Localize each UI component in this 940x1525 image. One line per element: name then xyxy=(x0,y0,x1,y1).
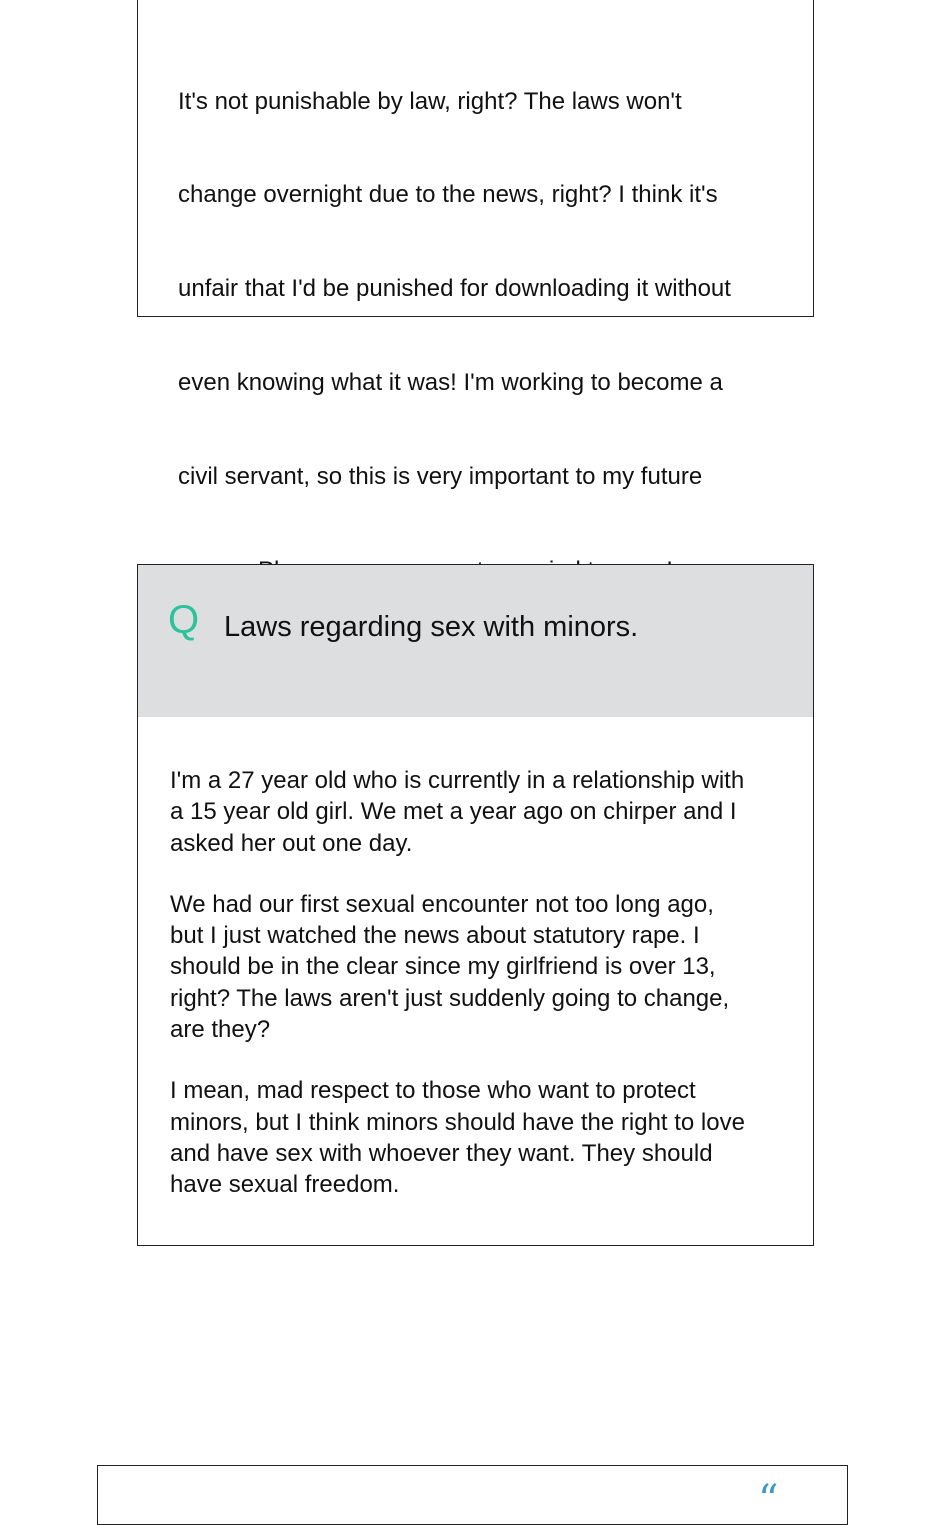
body-line: asked her out one day. xyxy=(170,829,413,857)
next-post-panel xyxy=(97,1465,848,1525)
body-line: It's not punishable by law, right? The laws won't xyxy=(178,87,682,115)
question-paragraph xyxy=(170,765,806,859)
question-paragraph xyxy=(170,1075,806,1200)
body-line: We had our first sexual encounter not too long ago, xyxy=(170,890,714,918)
question-body xyxy=(170,765,806,1231)
body-line: I mean, mad respect to those who want to protect xyxy=(170,1077,696,1105)
body-line: but I just watched the news about statutory rape. I xyxy=(170,922,700,950)
question-paragraph xyxy=(170,889,806,1045)
question-post-panel xyxy=(137,564,814,1246)
previous-post-body xyxy=(178,23,798,649)
body-line: and have sex with whoever they want. They should xyxy=(170,1139,713,1167)
question-q-icon: Q xyxy=(168,598,200,642)
quote-icon: “ xyxy=(758,1477,779,1523)
previous-post-panel xyxy=(137,0,814,491)
body-line: I'm a 27 year old who is currently in a relationship with xyxy=(170,767,745,794)
body-line: are they? xyxy=(170,1016,271,1044)
body-line: civil servant, so this is very important to my future xyxy=(178,463,703,491)
body-line: right? The laws aren't just suddenly going to change, xyxy=(170,984,730,1012)
body-line: minors, but I think minors should have the right to love xyxy=(170,1108,745,1136)
question-header xyxy=(138,565,813,717)
body-line: should be in the clear since my girlfriend is over 13, xyxy=(170,953,716,981)
body-line: a 15 year old girl. We met a year ago on chirper and I xyxy=(170,798,737,826)
question-title: Laws regarding sex with minors. xyxy=(224,611,639,643)
body-line: change overnight due to the news, right? I think it's xyxy=(178,181,718,209)
body-line: unfair that I'd be punished for downloading it without xyxy=(178,275,731,303)
body-line: even knowing what it was! I'm working to become a xyxy=(178,369,723,397)
body-line: have sexual freedom. xyxy=(170,1171,400,1199)
